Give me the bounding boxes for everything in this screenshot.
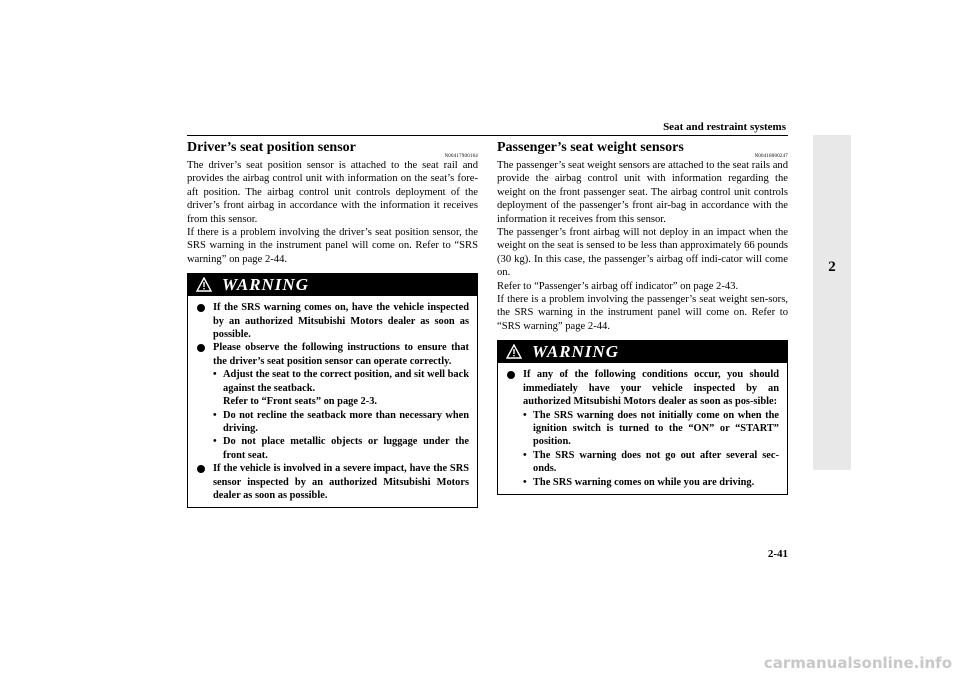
warning-subitem-text: Do not recline the seatback more than necessary when driving. [223, 409, 469, 434]
warning-item-text: If the vehicle is involved in a severe impact, have the SRS sensor inspected by an authorized Mitsubishi Motors dealer as soon as possible. [213, 463, 469, 501]
paragraph: Refer to “Passenger’s airbag off indicator” on page 2-43. [497, 280, 739, 292]
paragraph: If there is a problem involving the passenger’s seat weight sen-sors, the SRS warning in the instrument panel will come on. Refer to “SRS warning” page 2-44. [497, 294, 788, 332]
chapter-number: 2 [828, 259, 836, 275]
warning-subitem-text: The SRS warning comes on while you are driving. [533, 476, 755, 488]
warning-title: WARNING [532, 342, 619, 362]
warning-item-text: Please observe the following instructions to ensure that the driver’s seat position sensor can operate correctly. [213, 342, 469, 367]
warning-item-text: If any of the following conditions occur, you should immediately have your vehicle inspected by an authorized Mitsubishi Motors dealer as soon as pos-sible: [523, 369, 779, 408]
section-heading-driver-sensor [187, 139, 478, 157]
warning-item [196, 462, 469, 502]
warning-subitem-text: The SRS warning does not initially come on when the ignition switch is turned to the “ON” or “START” position. [533, 409, 779, 448]
warning-item [196, 341, 469, 462]
running-header: Seat and restraint systems [663, 121, 786, 133]
chapter-tab [813, 135, 851, 470]
warning-item-text: If the SRS warning comes on, have the vehicle inspected by an authorized Mitsubishi Motors dealer as soon as possible. [213, 302, 469, 341]
warning-subitem-text: The SRS warning does not go out after several sec-onds. [533, 449, 779, 475]
warning-subitem [213, 409, 469, 436]
bullet-icon [507, 371, 515, 379]
sub-bullet: • [213, 409, 217, 421]
sub-bullet: • [523, 476, 527, 488]
left-column [187, 135, 478, 508]
warning-subitem-text: Do not place metallic objects or luggage under the front seat. [223, 436, 469, 461]
warning-header [498, 341, 787, 364]
bullet-icon [197, 465, 205, 473]
sub-bullet: • [523, 449, 527, 461]
heading-text: Passenger’s seat weight sensors [497, 140, 684, 155]
warning-title: WARNING [222, 275, 309, 295]
warning-subitem-text: Adjust the seat to the correct position, and sit well back against the seatback. [223, 369, 469, 394]
warning-list [498, 368, 787, 489]
sub-bullet: • [213, 369, 217, 381]
warning-box [187, 273, 478, 508]
bullet-icon [197, 304, 205, 312]
warning-subitem [523, 476, 779, 489]
watermark: carmanualsonline.info [763, 654, 952, 672]
warning-sublist [213, 368, 469, 462]
section-body [497, 159, 788, 333]
warning-subitem [213, 435, 469, 462]
warning-triangle-icon [196, 277, 212, 292]
page-number: 2-41 [767, 548, 788, 560]
cross-reference: Refer to “Front seats” on page 2-3. [223, 396, 378, 408]
warning-sublist [523, 409, 779, 489]
sub-bullet: • [213, 436, 217, 448]
section-body [187, 159, 478, 266]
warning-triangle-icon [506, 344, 522, 359]
section-heading-passenger-sensors [497, 139, 788, 157]
bullet-icon [197, 344, 205, 352]
warning-subitem [213, 368, 469, 408]
paragraph: The driver’s seat position sensor is attached to the seat rail and provides the airbag control unit with information on the seat’s fore-aft position. The airbag control unit controls deployment of the driver’s front airbag in accordance with the information it receives from this sensor. [187, 160, 478, 225]
heading-text: Driver’s seat position sensor [187, 140, 356, 155]
warning-list [188, 301, 477, 502]
warning-item [506, 368, 779, 489]
warning-item [196, 301, 469, 341]
section-code: N00417900164 [444, 154, 478, 159]
warning-subitem [523, 449, 779, 476]
section-code: N00418000247 [754, 154, 788, 159]
paragraph: The passenger’s seat weight sensors are attached to the seat rails and provide the airbag control unit with information regarding the weight on the front passenger seat. The airbag control unit controls deployment of the passenger’s front air-bag in accordance with the information it receives from this sensor. [497, 160, 788, 225]
warning-box [497, 340, 788, 495]
warning-header [188, 274, 477, 297]
sub-bullet: • [523, 409, 527, 421]
right-column [497, 135, 788, 495]
warning-subitem [523, 409, 779, 449]
paragraph: If there is a problem involving the driver’s seat position sensor, the SRS warning in the instrument panel will come on. Refer to “SRS warning” on page 2-44. [187, 227, 478, 265]
paragraph: The passenger’s front airbag will not deploy in an impact when the weight on the seat is sensed to be less than approximately 66 pounds (30 kg). In this case, the passenger’s airbag off indi-cator will come on. [497, 227, 788, 279]
